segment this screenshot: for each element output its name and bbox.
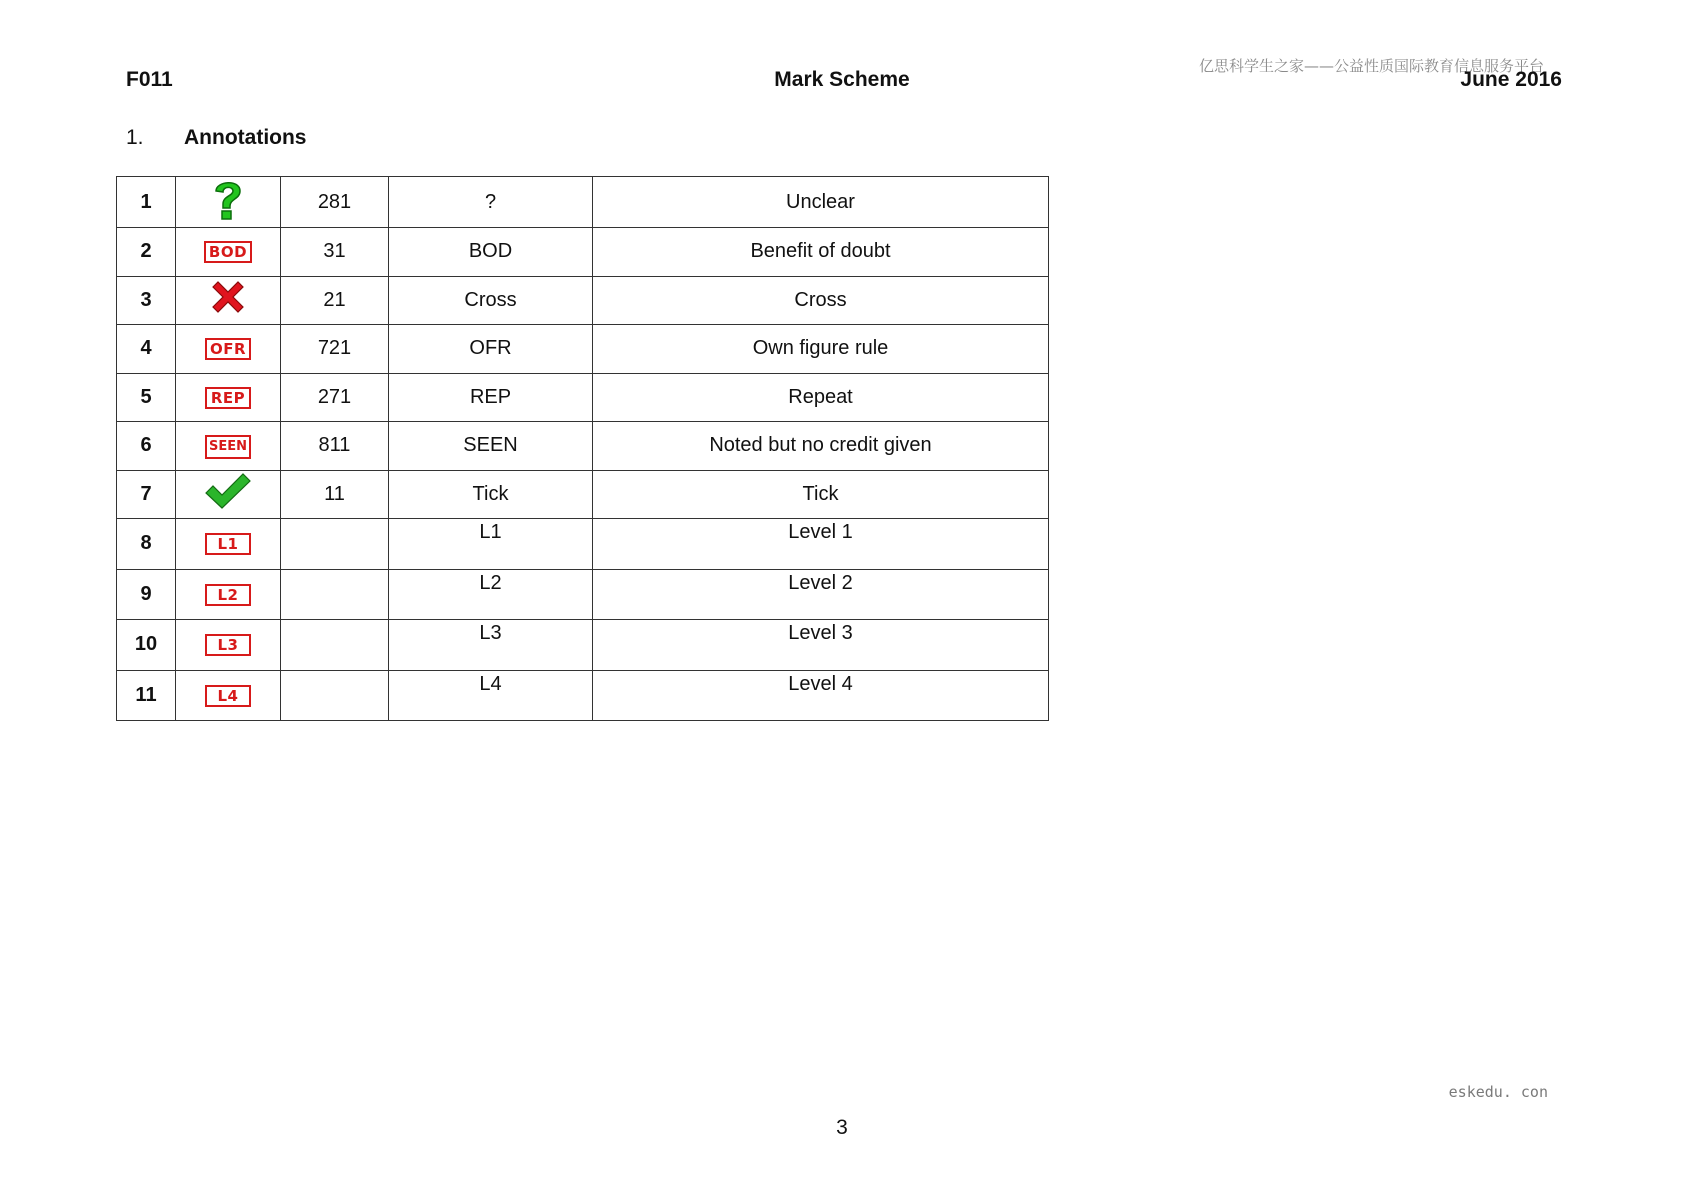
table-row (117, 519, 1049, 570)
annotation-symbol-cell (176, 422, 281, 471)
row-number: 8 (117, 519, 176, 570)
table-row (117, 373, 1049, 422)
annotation-meaning: Level 2 (593, 569, 1049, 620)
annotation-name: OFR (389, 325, 593, 374)
table-row (117, 470, 1049, 519)
annotation-name: L2 (389, 569, 593, 620)
table-row (117, 422, 1049, 471)
table-row (117, 670, 1049, 721)
table-row (117, 276, 1049, 325)
annotation-code: 721 (281, 325, 389, 374)
annotation-symbol-cell (176, 569, 281, 620)
annotation-code (281, 519, 389, 570)
annotation-symbol-cell (176, 177, 281, 228)
annotation-meaning: Cross (593, 276, 1049, 325)
annotation-name: L3 (389, 620, 593, 671)
annotation-code (281, 670, 389, 721)
row-number: 11 (117, 670, 176, 721)
annotation-symbol-cell (176, 276, 281, 325)
annotation-meaning: Level 1 (593, 519, 1049, 570)
watermark-top: 亿思科学生之家——公益性质国际教育信息服务平台 (1198, 57, 1544, 75)
annotation-name: Cross (389, 276, 593, 325)
row-number: 3 (117, 276, 176, 325)
annotation-code: 281 (281, 177, 389, 228)
row-number: 10 (117, 620, 176, 671)
l2-stamp-icon: L2 (205, 584, 251, 606)
bod-stamp-icon: BOD (204, 241, 252, 263)
row-number: 2 (117, 228, 176, 277)
annotations-table (116, 176, 1049, 721)
annotation-symbol-cell (176, 519, 281, 570)
annotation-code (281, 620, 389, 671)
annotation-code: 11 (281, 470, 389, 519)
annotation-symbol-cell (176, 228, 281, 277)
annotation-code: 271 (281, 373, 389, 422)
table-row (117, 177, 1049, 228)
row-number: 9 (117, 569, 176, 620)
l4-stamp-icon: L4 (205, 685, 251, 707)
ofr-stamp-icon: OFR (205, 338, 251, 360)
annotation-name: BOD (389, 228, 593, 277)
annotation-symbol-cell (176, 620, 281, 671)
annotation-code: 31 (281, 228, 389, 277)
table-row (117, 620, 1049, 671)
document-code: F011 (126, 68, 173, 91)
l3-stamp-icon: L3 (205, 634, 251, 656)
l1-stamp-icon: L1 (205, 533, 251, 555)
annotation-meaning: Level 4 (593, 670, 1049, 721)
annotation-code: 21 (281, 276, 389, 325)
watermark-bottom: eskedu. con (1448, 1083, 1548, 1101)
cross-icon (209, 278, 247, 316)
rep-stamp-icon: REP (205, 387, 251, 409)
table-row (117, 228, 1049, 277)
section-heading (126, 126, 306, 150)
annotation-name: REP (389, 373, 593, 422)
question-mark-icon (208, 177, 248, 221)
annotation-symbol-cell (176, 325, 281, 374)
annotation-meaning: Level 3 (593, 620, 1049, 671)
page-number: 3 (836, 1116, 848, 1139)
row-number: 7 (117, 470, 176, 519)
section-number: 1. (126, 126, 144, 149)
annotation-meaning: Repeat (593, 373, 1049, 422)
annotation-name: L4 (389, 670, 593, 721)
annotation-name: ? (389, 177, 593, 228)
document-date: June 2016 (1460, 68, 1562, 91)
table-row (117, 569, 1049, 620)
page-number-wrap (0, 1116, 1684, 1140)
annotation-name: Tick (389, 470, 593, 519)
annotation-name: SEEN (389, 422, 593, 471)
annotation-code: 811 (281, 422, 389, 471)
annotation-meaning: Own figure rule (593, 325, 1049, 374)
row-number: 6 (117, 422, 176, 471)
row-number: 4 (117, 325, 176, 374)
annotation-symbol-cell (176, 670, 281, 721)
annotation-name: L1 (389, 519, 593, 570)
annotation-meaning: Noted but no credit given (593, 422, 1049, 471)
tick-icon (203, 471, 253, 511)
document-title: Mark Scheme (774, 68, 910, 91)
annotation-meaning: Benefit of doubt (593, 228, 1049, 277)
seen-stamp-icon: SEEN (205, 435, 251, 459)
row-number: 5 (117, 373, 176, 422)
section-title: Annotations (184, 126, 307, 149)
row-number: 1 (117, 177, 176, 228)
annotation-code (281, 569, 389, 620)
table-row (117, 325, 1049, 374)
annotation-symbol-cell (176, 373, 281, 422)
annotation-meaning: Unclear (593, 177, 1049, 228)
annotation-meaning: Tick (593, 470, 1049, 519)
annotation-symbol-cell (176, 470, 281, 519)
